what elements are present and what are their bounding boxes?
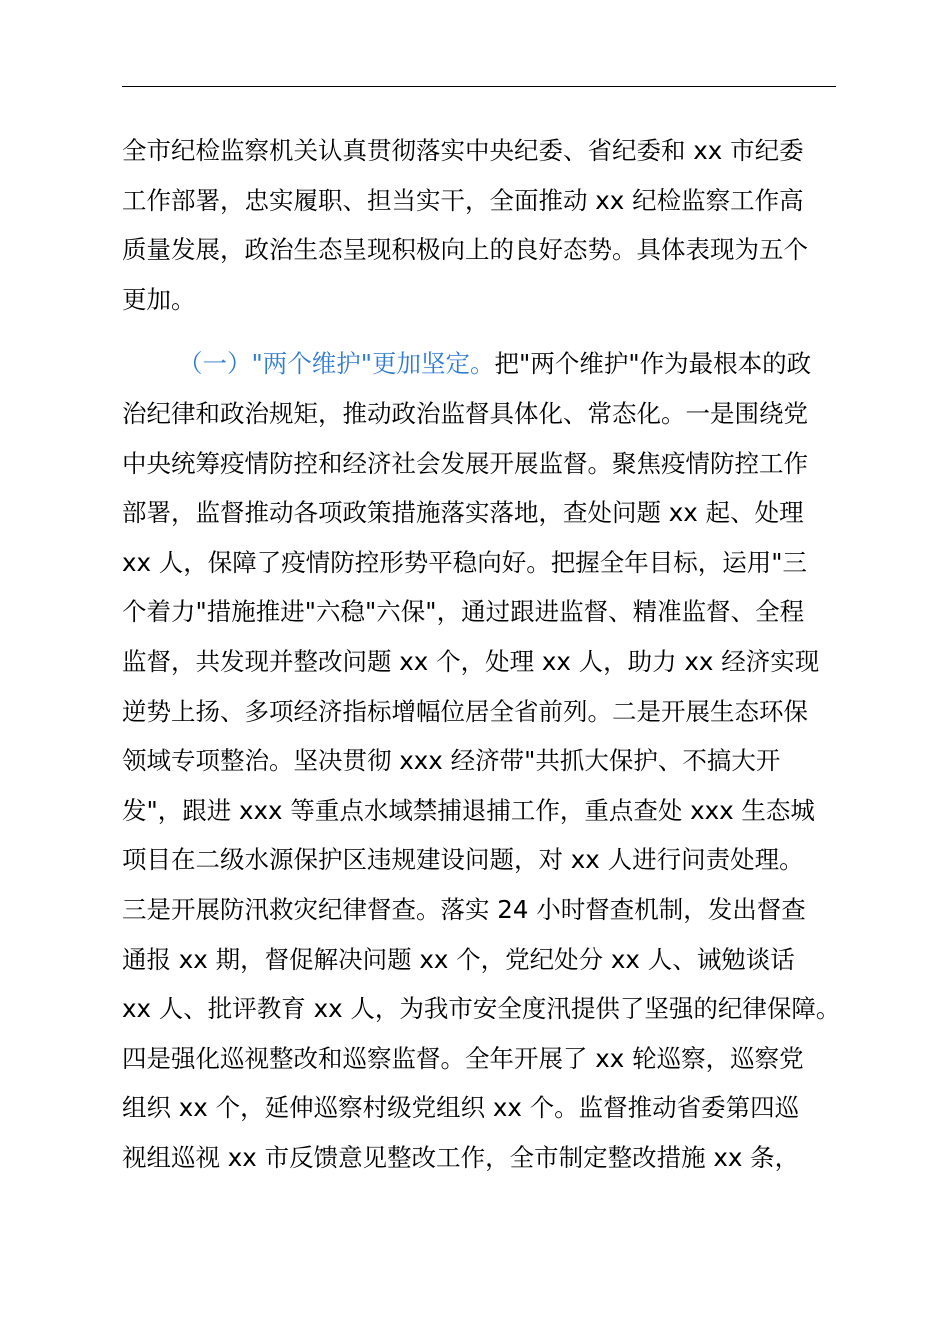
header-rule bbox=[122, 86, 836, 87]
paragraph-line: xx 人，保障了疫情防控形势平稳向好。把握全年目标，运用"三 bbox=[122, 547, 808, 577]
paragraph-gap bbox=[122, 324, 838, 339]
paragraph-line: 全市纪检监察机关认真贯彻落实中央纪委、省纪委和 xx 市纪委 bbox=[122, 136, 804, 165]
paragraph-line: 更加。 bbox=[122, 284, 196, 314]
paragraph-line: 工作部署，忠实履职、担当实干，全面推动 xx 纪检监察工作高 bbox=[122, 185, 804, 215]
paragraph-line: 领域专项整治。坚决贯彻 xxx 经济带"共抓大保护、不搞大开 bbox=[122, 746, 781, 776]
paragraph-first-line bbox=[122, 339, 838, 389]
first-line-text: 把"两个维护"作为最根本的政 bbox=[494, 349, 812, 379]
paragraph-2 bbox=[122, 339, 841, 1182]
paragraph-line: 组织 xx 个，延伸巡察村级党组织 xx 个。监督推动省委第四巡 bbox=[122, 1093, 800, 1123]
paragraph-line: 中央统筹疫情防控和经济社会发展开展监督。聚焦疫情防控工作 bbox=[122, 448, 808, 478]
paragraph-line: 发"，跟进 xxx 等重点水域禁捕退捕工作，重点查处 xxx 生态城 bbox=[122, 795, 815, 825]
paragraph-line: 质量发展，政治生态呈现积极向上的良好态势。具体表现为五个 bbox=[122, 235, 808, 265]
paragraph-line: 逆势上扬、多项经济指标增幅位居全省前列。二是开展生态环保 bbox=[122, 696, 808, 726]
paragraph-line: 三是开展防汛救灾纪律督查。落实 24 小时督查机制，发出督查 bbox=[122, 894, 806, 924]
paragraph-line: 项目在二级水源保护区违规建设问题，对 xx 人进行问责处理。 bbox=[122, 845, 804, 875]
paragraph-line: 通报 xx 期，督促解决问题 xx 个，党纪处分 xx 人、诫勉谈话 bbox=[122, 944, 795, 974]
paragraph-line: 部署，监督推动各项政策措施落实落地，查处问题 xx 起、处理 bbox=[122, 498, 804, 528]
paragraph-line: 视组巡视 xx 市反馈意见整改工作，全市制定整改措施 xx 条， bbox=[122, 1142, 800, 1172]
paragraph-line: xx 人、批评教育 xx 人，为我市安全度汛提供了坚强的纪律保障。 bbox=[122, 994, 841, 1024]
section-heading: （一）"两个维护"更加坚定。 bbox=[178, 349, 495, 379]
paragraph-line: 监督，共发现并整改问题 xx 个，处理 xx 人，助力 xx 经济实现 bbox=[122, 646, 820, 676]
paragraph-line: 治纪律和政治规矩，推动政治监督具体化、常态化。一是围绕党 bbox=[122, 398, 808, 428]
paragraph-line: 个着力"措施推进"六稳"六保"，通过跟进监督、精准监督、全程 bbox=[122, 597, 805, 627]
paragraph-line: 四是强化巡视整改和巡察监督。全年开展了 xx 轮巡察，巡察党 bbox=[122, 1043, 804, 1073]
paragraph-1 bbox=[122, 126, 838, 324]
document-body bbox=[122, 126, 841, 1182]
